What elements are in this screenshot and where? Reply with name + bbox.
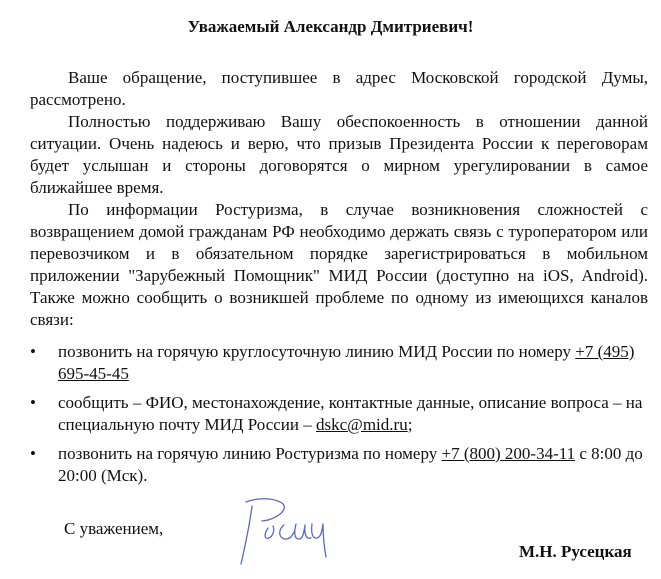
letter-body	[30, 67, 648, 494]
contact-item-rosturizm-hotline	[30, 443, 648, 487]
paragraph-appeal-reviewed: Ваше обращение, поступившее в адрес Московской городской Думы, рассмотрено.	[30, 68, 648, 109]
paragraph-rosturizm-info: По информации Ростуризма, в случае возникновения сложностей с возвращением домой гражданам РФ необходимо держать связь с туроператором или перевозчиком и в обязательном порядке зарегистрироваться в мобильном приложении "Зарубежный Помощник" МИД России (доступно на iOS, Android). Также можно сообщить о возникшей проблеме по одному из имеющихся каналов связи:	[30, 200, 648, 329]
paragraph-support: Полностью поддерживаю Вашу обеспокоенность в отношении данной ситуации. Очень надеюсь и верю, что призыв Президента России к переговорам будет услышан и стороны договорятся о мирном урегулировании в самое ближайшее время.	[30, 112, 648, 197]
letter-greeting: Уважаемый Александр Дмитриевич!	[187, 17, 474, 36]
rosturizm-hotline-phone-link[interactable]: +7 (800) 200-34-11	[441, 444, 576, 463]
closing-phrase: С уважением,	[64, 519, 164, 538]
contact-item-text: позвонить на горячую линию Ростуризма по номеру	[58, 444, 442, 463]
contact-channels-list	[30, 341, 648, 487]
contact-item-suffix: ;	[407, 415, 413, 434]
contact-item-mid-hotline	[30, 341, 648, 385]
contact-item-text: позвонить на горячую круглосуточную линию МИД России по номеру	[58, 342, 576, 361]
contact-item-text: сообщить – ФИО, местонахождение, контактные данные, описание вопроса – на специальную почту МИД России –	[58, 393, 643, 434]
mid-email-link[interactable]: dskc@mid.ru	[316, 415, 408, 434]
handwritten-signature	[232, 494, 338, 568]
contact-item-mid-email	[30, 392, 648, 436]
contact-item-suffix: с 8:00 до 20:00 (Мск).	[58, 444, 643, 485]
mid-hotline-phone-link[interactable]: +7 (495) 695-45-45	[58, 342, 635, 383]
signer-name: М.Н. Русецкая	[519, 542, 632, 561]
